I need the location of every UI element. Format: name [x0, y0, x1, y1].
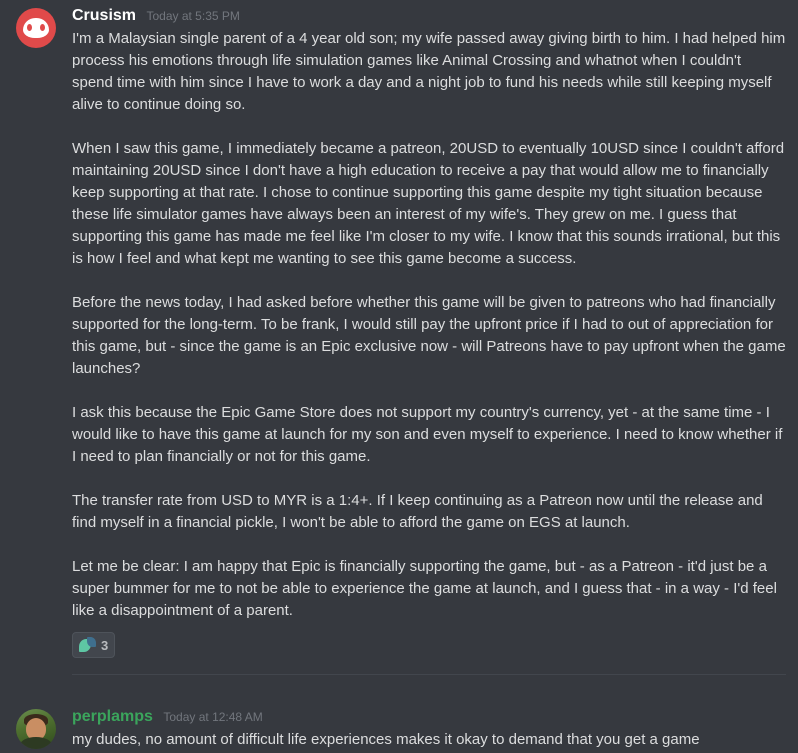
message-paragraph: I ask this because the Epic Game Store does not support my country's currency, yet - at the same time - I would like to have this game at launch for my son and even myself to experience. I need to know whether if I need to plan financially or not for this game. [72, 404, 787, 465]
message-paragraph: Before the news today, I had asked before whether this game will be given to patreons who had financially supported for the long-term. To be frank, I would still pay the upfront price if I had to out of appreciation for this game, but - since the game is an Epic exclusive now - will Patreons have to pay upfront when the game launches? [72, 294, 790, 377]
reaction-bar [72, 632, 786, 658]
reaction-count: 3 [101, 637, 109, 653]
chat-message [0, 699, 798, 753]
discord-logo-eye-left-icon [27, 24, 32, 31]
avatar[interactable] [16, 709, 56, 749]
message-body [72, 6, 790, 675]
message-author[interactable]: Crusism [72, 7, 137, 24]
message-paragraph: I'm a Malaysian single parent of a 4 year old son; my wife passed away giving birth to him. I had helped him process his emotions through life simulation games like Animal Crossing and whatnot when I couldn't spend time with him since I have to work a day and a night job to fund his needs while still keeping myself alive to continue doing so. [72, 30, 790, 113]
message-paragraph: When I saw this game, I immediately became a patreon, 20USD to eventually 10USD since I couldn't afford maintaining 20USD since I don't have a high education to receive a pay that would allow me to financially keep supporting at that rate. I chose to continue supporting this game despite my tight situation because these life simulator games have always been an interest of my wife's. They grew on me. I guess that supporting this game has made me feel like I'm closer to my wife. I know that this sounds irrational, but this is how I feel and what kept me wanting to see this game become a success. [72, 140, 789, 267]
message-paragraph: The transfer rate from USD to MYR is a 1:4+. If I keep continuing as a Patreon now until the release and find myself in a financial pickle, I won't be able to afford the game on EGS at launch. [72, 492, 767, 531]
message-body [72, 707, 786, 751]
message-header [72, 6, 786, 26]
message-timestamp: Today at 12:48 AM [163, 710, 263, 724]
discord-logo-eye-right-icon [40, 24, 45, 31]
avatar[interactable] [16, 8, 56, 48]
message-paragraph: Let me be clear: I am happy that Epic is financially supporting the game, but - as a Patreon - it'd just be a super bummer for me to not be able to experience the game at launch, and I guess that - in a way - I'd feel like a disappointment of a parent. [72, 558, 782, 619]
message-author[interactable]: perplamps [72, 708, 153, 725]
reaction-chip[interactable] [72, 632, 115, 658]
message-header [72, 707, 786, 727]
leaf-emoji-icon [79, 637, 96, 654]
message-divider [72, 674, 786, 675]
message-timestamp: Today at 5:35 PM [146, 9, 240, 23]
message-gap [0, 677, 798, 699]
avatar-body [20, 737, 52, 749]
message-paragraph: my dudes, no amount of difficult life experiences makes it okay to demand that you get a game [72, 731, 700, 748]
